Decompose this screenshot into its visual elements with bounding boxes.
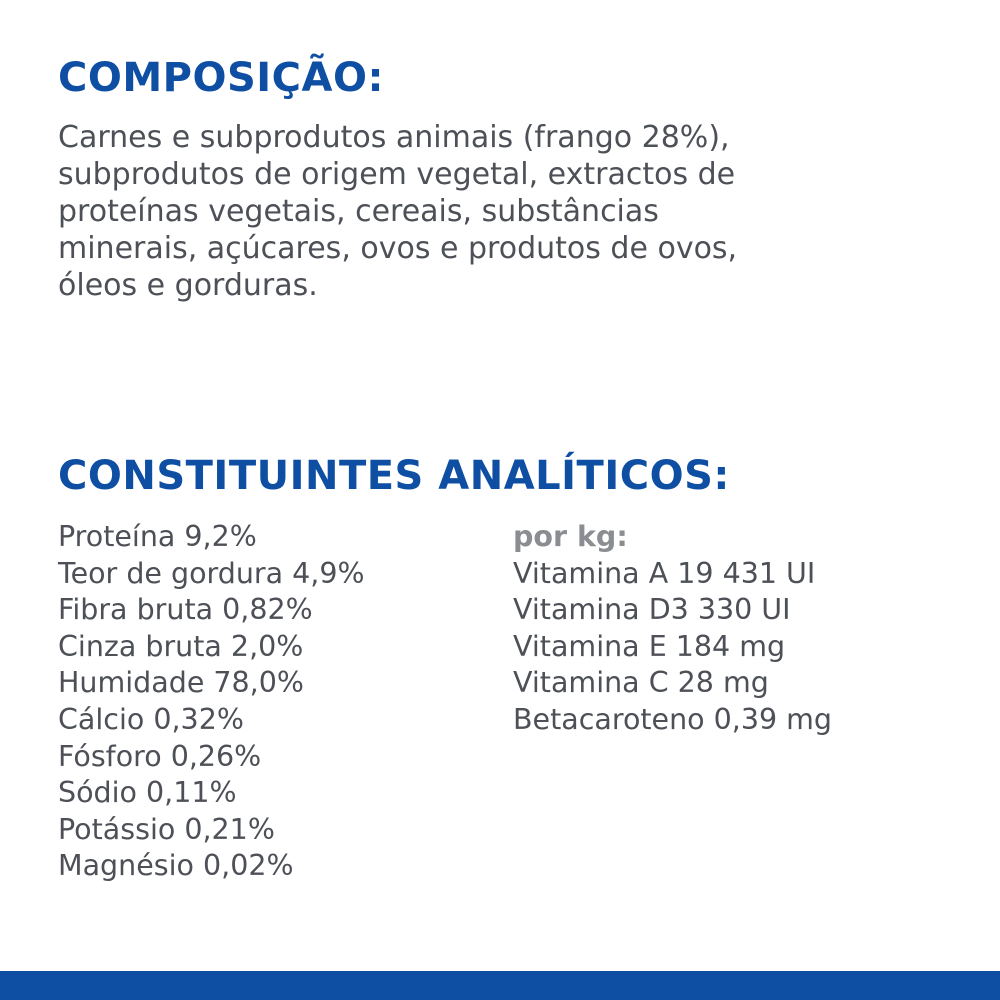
composition-title: COMPOSIÇÃO: — [58, 55, 384, 101]
constituent-item: Humidade 78,0% — [58, 666, 304, 700]
composition-line: subprodutos de origem vegetal, extractos de — [58, 157, 736, 192]
vitamin-item: Vitamina D3 330 UI — [513, 593, 791, 627]
composition-line: óleos e gorduras. — [58, 268, 318, 303]
constituent-item: Potássio 0,21% — [58, 812, 275, 846]
constituent-item: Fósforo 0,26% — [58, 739, 262, 773]
constituent-item: Cinza bruta 2,0% — [58, 629, 304, 663]
constituent-item: Cálcio 0,32% — [58, 702, 244, 736]
constituent-item: Magnésio 0,02% — [58, 849, 294, 883]
constituent-item: Teor de gordura 4,9% — [58, 556, 365, 590]
constituent-item: Sódio 0,11% — [58, 776, 237, 810]
vitamin-item: Betacaroteno 0,39 mg — [513, 702, 833, 736]
composition-line: proteínas vegetais, cereais, substâncias — [58, 194, 659, 229]
vitamin-item: Vitamina E 184 mg — [513, 629, 786, 663]
vitamin-item: Vitamina C 28 mg — [513, 666, 769, 700]
analytical-title: CONSTITUINTES ANALÍTICOS: — [58, 453, 730, 499]
footer-bar — [0, 971, 1000, 1000]
constituent-item: Proteína 9,2% — [58, 520, 257, 553]
composition-line: minerais, açúcares, ovos e produtos de ovos, — [58, 231, 738, 266]
composition-line: Carnes e subprodutos animais (frango 28%), — [58, 120, 730, 155]
per-kg-label: por kg: — [513, 520, 628, 553]
per-kg-section — [513, 519, 832, 739]
analytical-constituents-list — [58, 519, 365, 885]
vitamin-item: Vitamina A 19 431 UI — [513, 556, 816, 590]
constituent-item: Fibra bruta 0,82% — [58, 593, 313, 627]
vitamins-list — [513, 556, 832, 739]
composition-text — [58, 119, 938, 304]
